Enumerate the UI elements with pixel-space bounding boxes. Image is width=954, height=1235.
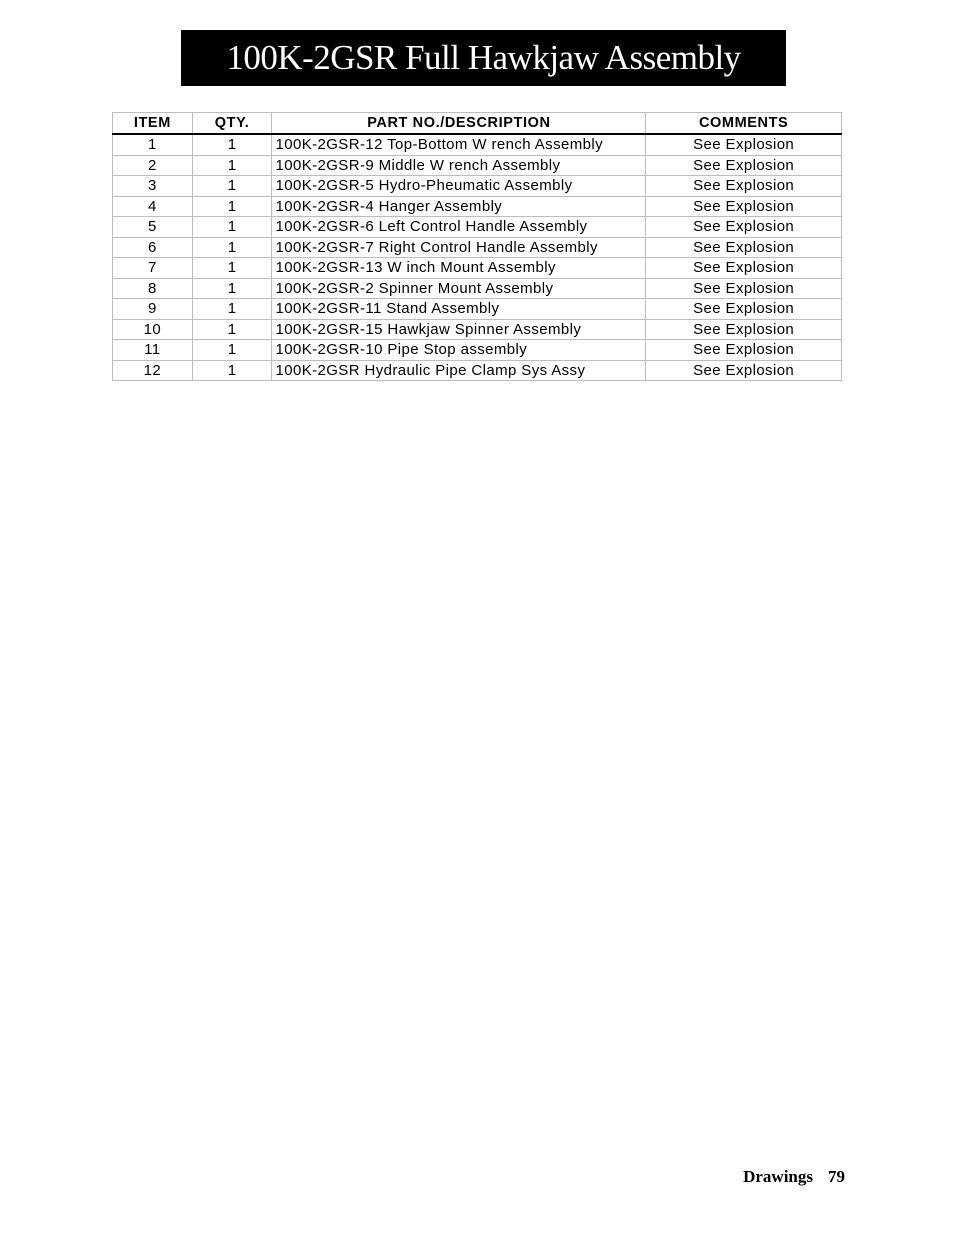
item-cell: 4	[113, 196, 193, 217]
item-cell: 8	[113, 278, 193, 299]
header-item: ITEM	[113, 113, 193, 135]
description-cell: 100K-2GSR-9 Middle W rench Assembly	[272, 155, 646, 176]
qty-cell: 1	[192, 134, 272, 155]
qty-cell: 1	[192, 217, 272, 238]
comment-cell: See Explosion	[646, 155, 842, 176]
comment-cell: See Explosion	[646, 258, 842, 279]
item-cell: 5	[113, 217, 193, 238]
comment-cell: See Explosion	[646, 360, 842, 381]
item-cell: 3	[113, 176, 193, 197]
item-cell: 1	[113, 134, 193, 155]
item-cell: 6	[113, 237, 193, 258]
table-row	[113, 134, 842, 155]
comment-cell: See Explosion	[646, 176, 842, 197]
header-qty: QTY.	[192, 113, 272, 135]
description-cell: 100K-2GSR-10 Pipe Stop assembly	[272, 340, 646, 361]
comment-cell: See Explosion	[646, 217, 842, 238]
description-cell: 100K-2GSR-12 Top-Bottom W rench Assembly	[272, 134, 646, 155]
item-cell: 2	[113, 155, 193, 176]
page-footer	[743, 1167, 845, 1187]
description-cell: 100K-2GSR-6 Left Control Handle Assembly	[272, 217, 646, 238]
item-cell: 7	[113, 258, 193, 279]
qty-cell: 1	[192, 155, 272, 176]
header-comments: COMMENTS	[646, 113, 842, 135]
comment-cell: See Explosion	[646, 196, 842, 217]
qty-cell: 1	[192, 360, 272, 381]
item-cell: 11	[113, 340, 193, 361]
header-description: PART NO./DESCRIPTION	[272, 113, 646, 135]
qty-cell: 1	[192, 278, 272, 299]
description-cell: 100K-2GSR-7 Right Control Handle Assembly	[272, 237, 646, 258]
qty-cell: 1	[192, 237, 272, 258]
table-row	[113, 278, 842, 299]
comment-cell: See Explosion	[646, 134, 842, 155]
footer-section-label: Drawings	[743, 1167, 813, 1186]
qty-cell: 1	[192, 340, 272, 361]
comment-cell: See Explosion	[646, 340, 842, 361]
table-row	[113, 176, 842, 197]
table-row	[113, 319, 842, 340]
description-cell: 100K-2GSR-15 Hawkjaw Spinner Assembly	[272, 319, 646, 340]
comment-cell: See Explosion	[646, 299, 842, 320]
qty-cell: 1	[192, 196, 272, 217]
parts-table	[112, 112, 842, 381]
qty-cell: 1	[192, 258, 272, 279]
table-row	[113, 299, 842, 320]
item-cell: 10	[113, 319, 193, 340]
item-cell: 12	[113, 360, 193, 381]
table-row	[113, 360, 842, 381]
page-title-banner	[181, 30, 786, 86]
qty-cell: 1	[192, 299, 272, 320]
table-row	[113, 340, 842, 361]
description-cell: 100K-2GSR-2 Spinner Mount Assembly	[272, 278, 646, 299]
qty-cell: 1	[192, 319, 272, 340]
table-header-row	[113, 113, 842, 135]
comment-cell: See Explosion	[646, 278, 842, 299]
table-row	[113, 155, 842, 176]
table-row	[113, 217, 842, 238]
description-cell: 100K-2GSR-11 Stand Assembly	[272, 299, 646, 320]
page-title: 100K-2GSR Full Hawkjaw Assembly	[226, 38, 741, 77]
qty-cell: 1	[192, 176, 272, 197]
table-row	[113, 237, 842, 258]
item-cell: 9	[113, 299, 193, 320]
description-cell: 100K-2GSR-4 Hanger Assembly	[272, 196, 646, 217]
table-row	[113, 258, 842, 279]
description-cell: 100K-2GSR-13 W inch Mount Assembly	[272, 258, 646, 279]
description-cell: 100K-2GSR Hydraulic Pipe Clamp Sys Assy	[272, 360, 646, 381]
comment-cell: See Explosion	[646, 319, 842, 340]
description-cell: 100K-2GSR-5 Hydro-Pheumatic Assembly	[272, 176, 646, 197]
comment-cell: See Explosion	[646, 237, 842, 258]
page-number: 79	[828, 1167, 845, 1186]
table-row	[113, 196, 842, 217]
